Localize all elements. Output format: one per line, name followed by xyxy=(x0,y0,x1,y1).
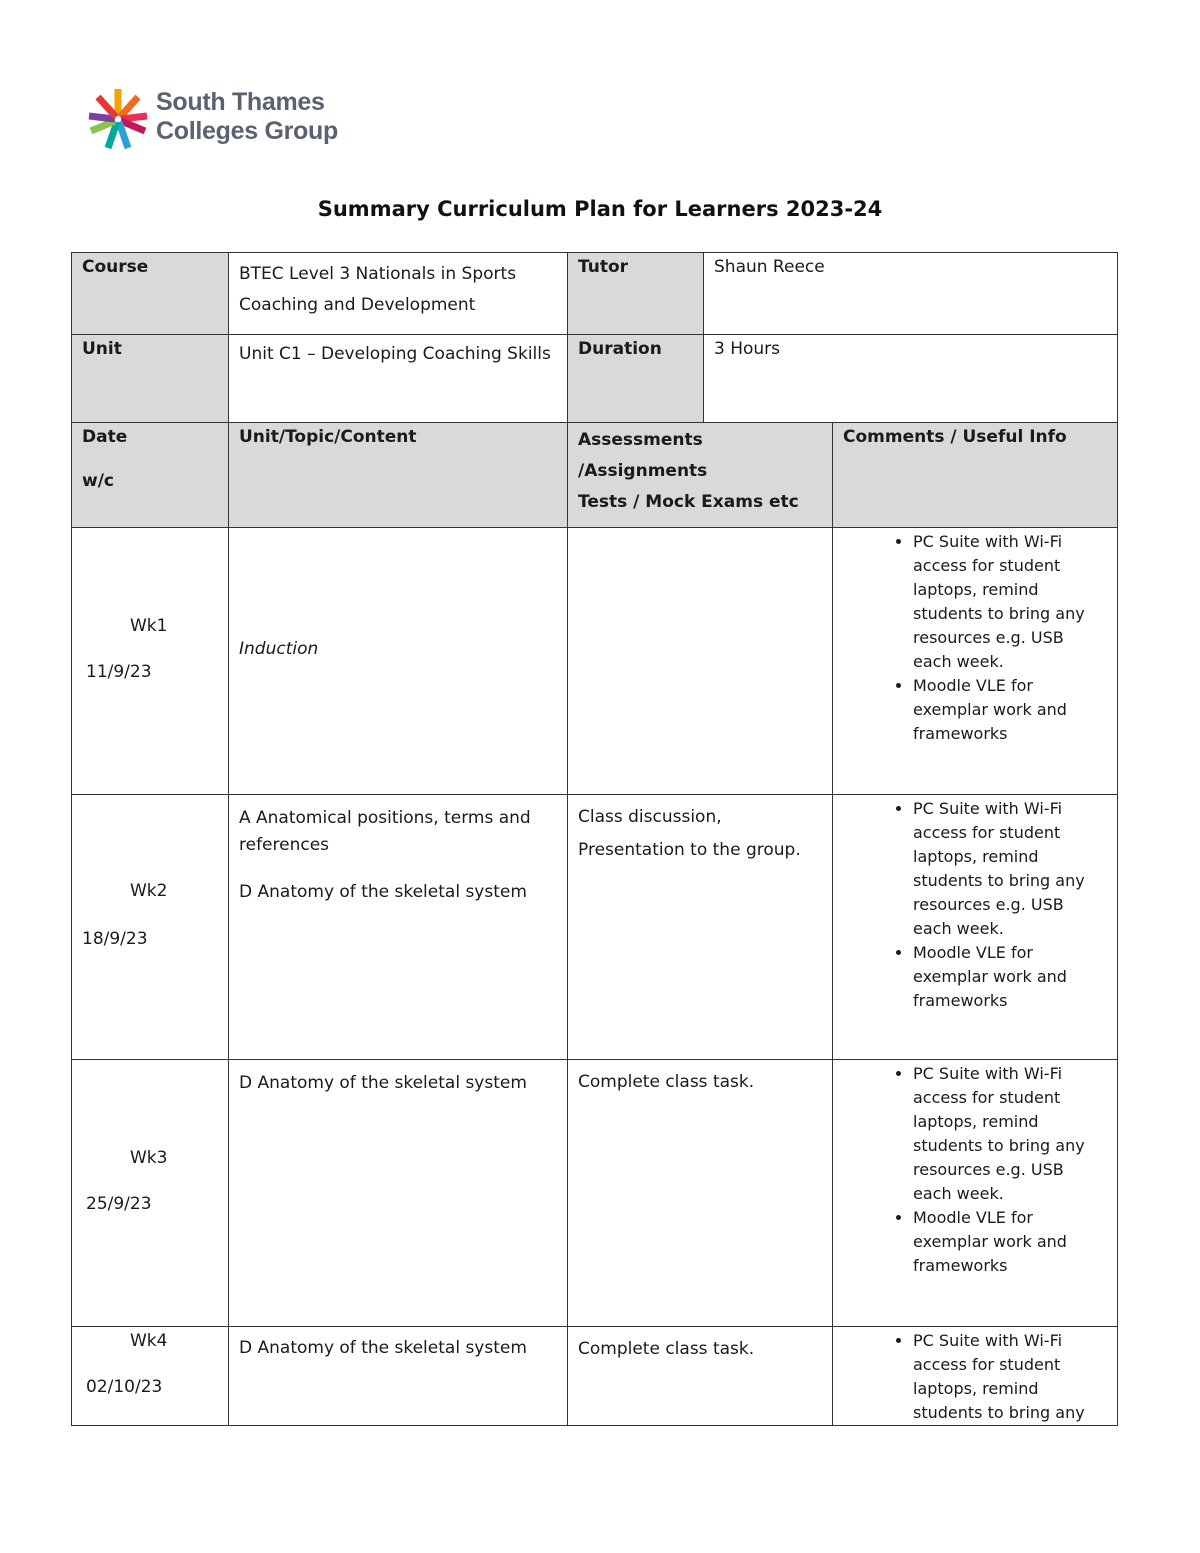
assessment-header xyxy=(568,423,833,528)
course-row xyxy=(72,253,1118,335)
starburst-logo-icon xyxy=(88,88,148,150)
week-label: Wk2 xyxy=(130,881,168,901)
week-label: Wk4 xyxy=(130,1331,168,1351)
topic-line: D Anatomy of the skeletal system xyxy=(239,1338,527,1358)
comments-list xyxy=(833,795,1117,1013)
date-header xyxy=(72,423,229,528)
assessment-header-line1: Assessments /Assignments xyxy=(578,430,708,481)
topic-cell xyxy=(229,528,568,795)
date-header-line2: w/c xyxy=(82,471,114,491)
date-cell xyxy=(72,528,229,795)
course-value: BTEC Level 3 Nationals in Sports Coaching and Development xyxy=(229,253,568,335)
comments-header: Comments / Useful Info xyxy=(833,423,1118,528)
duration-value: 3 Hours xyxy=(704,335,1118,423)
date-cell xyxy=(72,795,229,1060)
curriculum-table xyxy=(71,252,1118,1426)
page-title: Summary Curriculum Plan for Learners 2023-24 xyxy=(317,197,883,221)
comments-list xyxy=(833,528,1117,746)
comments-cell xyxy=(833,528,1118,795)
unit-value: Unit C1 – Developing Coaching Skills xyxy=(229,335,568,423)
assessment-cell: Complete class task. xyxy=(568,1327,833,1426)
course-label: Course xyxy=(72,253,229,335)
topic-cell xyxy=(229,795,568,1060)
column-header-row xyxy=(72,423,1118,528)
list-item: • PC Suite with Wi-Fi access for student laptops, remind students to bring any resources e.g. USB each week. xyxy=(913,797,1107,941)
list-item: • Moodle VLE for exemplar work and frameworks xyxy=(913,941,1107,1013)
assessment-cell: Complete class task. xyxy=(568,1060,833,1327)
logo-line-2: Colleges Group xyxy=(156,117,338,145)
topic-line: D Anatomy of the skeletal system xyxy=(239,882,527,902)
unit-label: Unit xyxy=(72,335,229,423)
list-item: • Moodle VLE for exemplar work and frameworks xyxy=(913,674,1107,746)
comments-cell xyxy=(833,795,1118,1060)
list-item: • PC Suite with Wi-Fi access for student laptops, remind students to bring any resources e.g. USB each week. xyxy=(913,1062,1107,1206)
topic-cell xyxy=(229,1327,568,1426)
comments-cell xyxy=(833,1327,1118,1426)
date-cell xyxy=(72,1060,229,1327)
logo-text xyxy=(156,88,338,146)
list-item: • PC Suite with Wi-Fi access for student laptops, remind students to bring any xyxy=(913,1329,1107,1425)
tutor-value: Shaun Reece xyxy=(704,253,1118,335)
date-cell xyxy=(72,1327,229,1426)
week-label: Wk3 xyxy=(130,1148,168,1168)
week-date: 18/9/23 xyxy=(82,929,148,949)
assessment-cell xyxy=(568,528,833,795)
tutor-label: Tutor xyxy=(568,253,704,335)
list-item: • PC Suite with Wi-Fi access for student laptops, remind students to bring any resources e.g. USB each week. xyxy=(913,530,1107,674)
topic-header: Unit/Topic/Content xyxy=(229,423,568,528)
topic-line: A Anatomical positions, terms and references xyxy=(239,808,531,855)
week-date: 02/10/23 xyxy=(86,1377,163,1397)
week-label: Wk1 xyxy=(130,616,168,636)
date-header-line1: Date xyxy=(82,427,128,447)
list-item: • Moodle VLE for exemplar work and frameworks xyxy=(913,1206,1107,1278)
week-date: 11/9/23 xyxy=(86,662,152,682)
topic-cell xyxy=(229,1060,568,1327)
logo-line-1: South Thames xyxy=(156,88,325,116)
topic-line: D Anatomy of the skeletal system xyxy=(239,1073,527,1093)
table-row-week4 xyxy=(72,1327,1118,1426)
assessment-header-line2: Tests / Mock Exams etc xyxy=(578,492,799,512)
duration-label: Duration xyxy=(568,335,704,423)
comments-list xyxy=(833,1060,1117,1278)
table-row-week3 xyxy=(72,1060,1118,1327)
table-row-week1 xyxy=(72,528,1118,795)
assessment-cell: Class discussion, Presentation to the group. xyxy=(568,795,833,1060)
topic-line: Induction xyxy=(239,639,319,659)
table-row-week2 xyxy=(72,795,1118,1060)
week-date: 25/9/23 xyxy=(86,1194,152,1214)
unit-row xyxy=(72,335,1118,423)
comments-cell xyxy=(833,1060,1118,1327)
comments-list xyxy=(833,1327,1117,1425)
college-logo xyxy=(88,88,378,152)
